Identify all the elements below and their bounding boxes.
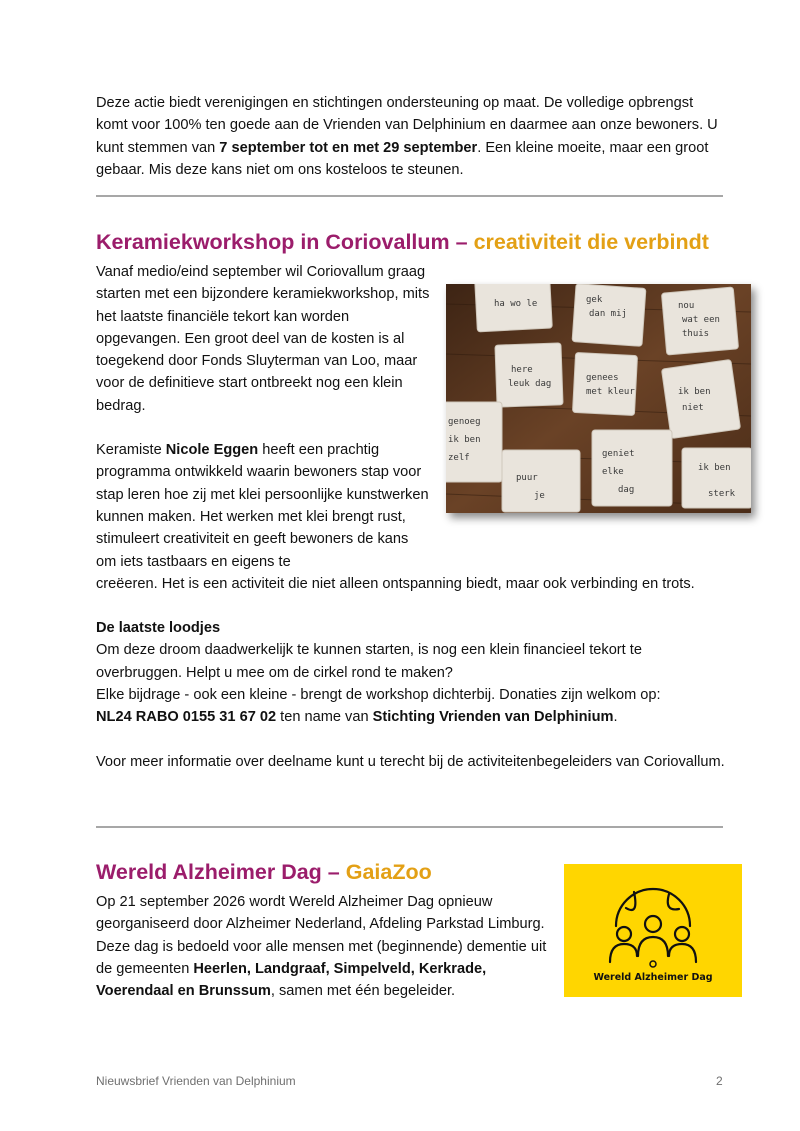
svg-text:puur: puur [516, 473, 538, 483]
keramiek-p2-start: Keramiste [96, 442, 166, 459]
svg-text:gek: gek [586, 295, 603, 305]
svg-text:dan mij: dan mij [589, 309, 627, 319]
keramiek-paragraph-1: Vanaf medio/eind september wil Coriovallum graag starten met een bijzondere keramiekworkshop, mits het laatste financiële tekort kan worden opgevangen. Een groot deel van de kosten is al toegekend door Fonds Sluyterman van Loo, maar voor de definitieve start ontbreekt nog een klein bedrag. [96, 264, 430, 414]
logo-text: Wereld Alzheimer Dag [593, 972, 713, 983]
keramiek-title: Keramiekworkshop in Coriovallum – [96, 230, 474, 254]
keramiek-paragraph-2 [96, 439, 431, 573]
page-number: 2 [716, 1074, 723, 1088]
svg-text:genoeg: genoeg [448, 417, 481, 427]
keramiek-p2-end: creëeren. Het is een activiteit die niet alleen ontspanning biedt, maar ook verbinding en trots. [96, 575, 695, 592]
iban-end: . [613, 709, 618, 726]
keramist-name: Nicole Eggen [165, 442, 259, 459]
svg-text:ik ben: ik ben [448, 435, 481, 445]
svg-text:elke: elke [602, 467, 624, 477]
foundation-name: Stichting Vrienden van Delphinium [372, 709, 614, 726]
alzheimer-heading [96, 858, 432, 886]
laatste-loodjes-heading: De laatste loodjes [96, 620, 221, 637]
ceramic-tiles-photo [446, 284, 751, 513]
svg-text:dag: dag [618, 485, 635, 495]
svg-text:ik ben: ik ben [678, 387, 711, 397]
iban-number: NL24 RABO 0155 31 67 02 [96, 709, 277, 726]
svg-text:here: here [511, 365, 533, 375]
keramiek-paragraph-3: Om deze droom daadwerkelijk te kunnen starten, is nog een klein financieel tekort te overbruggen. Helpt u mee om de cirkel rond te maken? [96, 642, 642, 681]
intro-paragraph [96, 92, 726, 181]
svg-text:leuk dag: leuk dag [508, 379, 552, 389]
svg-text:ha wo le: ha wo le [494, 299, 538, 309]
alzheimer-paragraph [96, 891, 556, 1002]
keramiek-p2-rest: heeft een prachtig programma ontwikkeld waarin bewoners stap voor stap leren hoe zij met klei persoonlijke kunstwerken kunnen maken. Het werken met klei brengt rust, stimuleert creativiteit en geeft bewoners de kans om iets tastbaars en eigens te [96, 442, 429, 570]
intro-dates-bold: 7 september tot en met 29 september [219, 139, 478, 156]
svg-text:zelf: zelf [448, 453, 470, 463]
wereld-alzheimer-dag-logo [564, 864, 742, 997]
iban-mid-text: ten name van [276, 709, 373, 726]
alzheimer-title-accent: GaiaZoo [345, 860, 432, 884]
intro-text-end: . Een kleine moeite, maar een groot gebaar. Mis deze kans niet om ons kosteloos te steunen. [96, 139, 709, 178]
svg-text:niet: niet [682, 403, 704, 413]
keramiek-title-accent: creativiteit die verbindt [473, 230, 709, 254]
section-divider [96, 195, 723, 197]
svg-text:nou: nou [678, 301, 695, 311]
svg-text:wat een: wat een [682, 315, 720, 325]
section-divider-2 [96, 826, 723, 828]
keramiek-paragraph-5: Voor meer informatie over deelname kunt u terecht bij de activiteitenbegeleiders van Coriovallum. [96, 753, 725, 770]
alzheimer-text-start: Op 21 september 2026 wordt Wereld Alzheimer Dag opnieuw georganiseerd door Alzheimer Nederland, Afdeling Parkstad Limburg. Deze dag is bedoeld voor alle mensen met (beginnende) dementie uit de gemeenten [96, 894, 547, 977]
donation-line [96, 706, 726, 728]
alzheimer-text-end: , samen met één begeleider. [270, 983, 456, 1000]
intro-text-start: Deze actie biedt verenigingen en stichtingen ondersteuning op maat. De volledige opbrengst komt voor 100% ten goede aan de Vrienden van Delphinium en daarmee aan onze bewoners. U kunt stemmen van [96, 95, 718, 156]
alzheimer-title: Wereld Alzheimer Dag – [96, 860, 346, 884]
municipalities-bold: Heerlen, Landgraaf, Simpelveld, Kerkrade, Voerendaal en Brunssum [96, 960, 487, 1000]
footer-title: Nieuwsbrief Vrienden van Delphinium [96, 1074, 296, 1088]
keramiek-heading [96, 228, 709, 256]
svg-text:je: je [534, 491, 545, 501]
keramiek-paragraph-4: Elke bijdrage - ook een kleine - brengt de workshop dichterbij. Donaties zijn welkom op: [96, 687, 661, 704]
svg-text:sterk: sterk [708, 489, 736, 499]
svg-text:thuis: thuis [682, 329, 710, 339]
svg-text:genees: genees [586, 373, 619, 383]
svg-text:geniet: geniet [602, 449, 635, 459]
svg-text:ik ben: ik ben [698, 463, 731, 473]
svg-text:met kleur: met kleur [586, 387, 635, 397]
